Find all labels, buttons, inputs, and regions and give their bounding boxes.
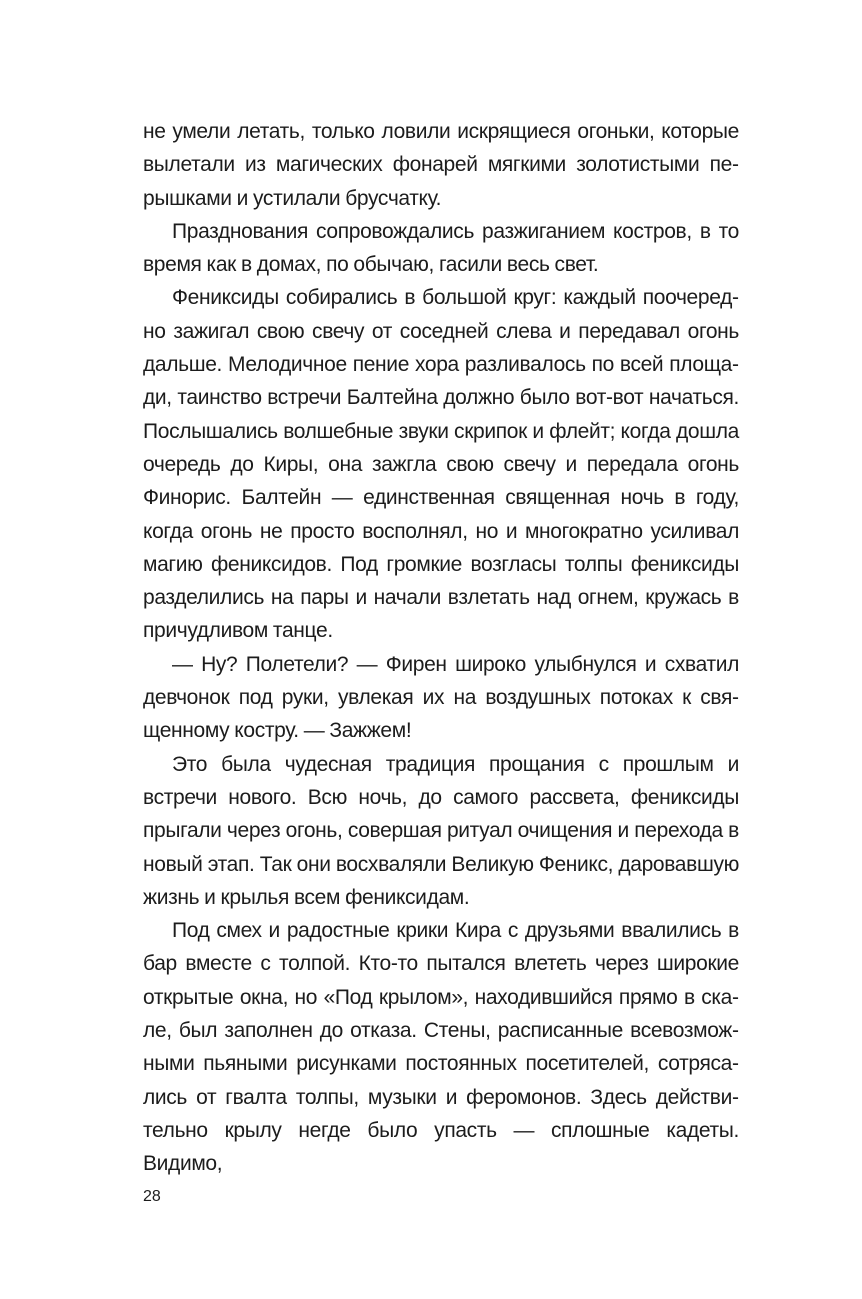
paragraph-6: Под смех и радостные крики Кира с друзьями ввалились в бар вместе с толпой. Кто-то пытался влететь через широкие открытые окна, но «Под крылом», находившийся прямо в скале, был заполнен до отказа. Стены, расписанные всевозможными пьяными рисунками постоянных посетителей, сотрясались от гвалта толпы, музыки и феромонов. Здесь действительно крылу негде было упасть — сплошные кадеты. Видимо,	[143, 919, 739, 1176]
paragraph-5: Это была чудесная традиция прощания с прошлым и встречи нового. Всю ночь, до самого рассвета, фениксиды прыгали через огонь, совершая ритуал очищения и перехода в новый этап. Так они восхваляли Великую Феникс, даровавшую жизнь и крылья всем фениксидам.	[143, 752, 739, 909]
paragraph-1: не умели летать, только ловили искрящиеся огоньки, которые вылетали из магических фонарей мягкими золотистыми перышками и устилали брусчатку.	[143, 120, 739, 210]
paragraph-3: Фениксиды собирались в большой круг: каждый поочередно зажигал свою свечу от соседней слева и передавал огонь дальше. Мелодичное пение хора разливалось по всей площади, таинство встречи Балтейна должно было вот-вот начаться. Послышались волшебные звуки скрипок и флейт; когда дошла очередь до Киры, она зажгла свою свечу и передала огонь Финорис. Балтейн — единственная священная ночь в году, когда огонь не просто восполнял, но и многократно усиливал магию фениксидов. Под громкие возгласы толпы фениксиды разделились на пары и начали взлетать над огнем, кружась в причудливом танце.	[143, 286, 739, 643]
page-number: 28	[143, 1188, 161, 1205]
paragraph-2: Празднования сопровождались разжиганием костров, в то время как в домах, по обычаю, гасили весь свет.	[143, 219, 739, 277]
paragraph-4: — Ну? Полетели? — Фирен широко улыбнулся и схватил девчонок под руки, увлекая их на воздушных потоках к священному костру. — Зажжем!	[143, 652, 739, 743]
body-text	[143, 115, 739, 1181]
